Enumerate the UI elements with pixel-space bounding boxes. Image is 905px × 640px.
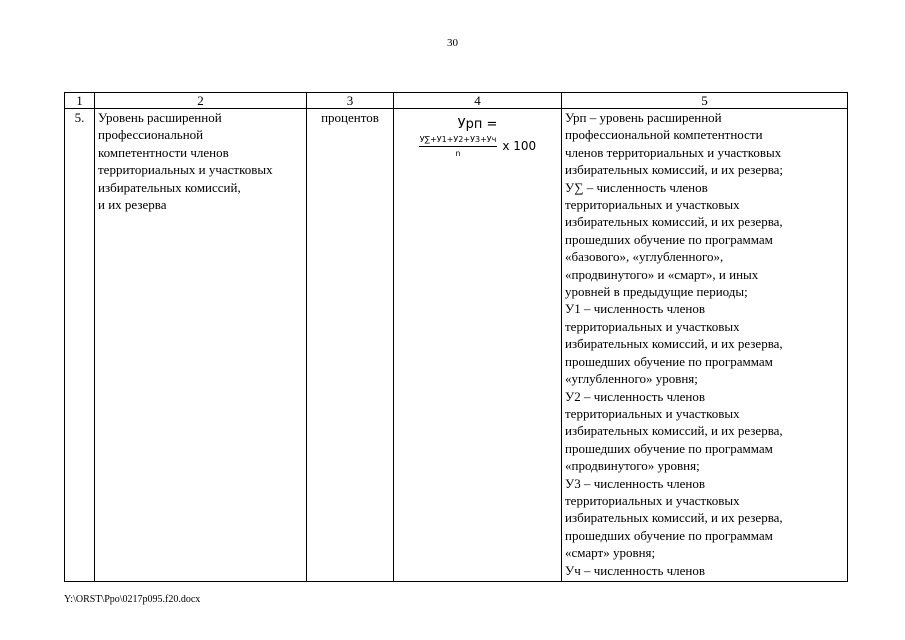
formula-lhs: Урп = <box>457 117 498 132</box>
formula-denominator: n <box>455 149 461 158</box>
column-header-3: 3 <box>307 93 394 109</box>
indicator-name-cell <box>95 109 307 582</box>
description-line: избирательных комиссий, и их резерва, <box>565 423 783 439</box>
description-line: территориальных и участковых <box>565 197 740 213</box>
description-cell <box>562 109 848 582</box>
column-header-2: 2 <box>95 93 307 109</box>
column-header-1: 1 <box>65 93 95 109</box>
indicator-line: компетентности членов <box>98 144 229 160</box>
unit-cell: процентов <box>307 109 394 582</box>
page-number: 30 <box>447 37 458 49</box>
description-line: «смарт» уровня; <box>565 545 656 561</box>
table-header-row <box>65 93 848 109</box>
table-row <box>65 109 848 582</box>
indicator-line: и их резерва <box>98 197 167 213</box>
indicator-line: избирательных комиссий, <box>98 179 241 195</box>
description-line: прошедших обучение по программам <box>565 353 773 369</box>
indicator-line: профессиональной <box>98 127 204 143</box>
description-line: избирательных комиссий, и их резерва, <box>565 336 783 352</box>
indicator-line: территориальных и участковых <box>98 162 273 178</box>
description-line: У1 – численность членов <box>565 301 705 317</box>
file-path-footer: Y:\ORST\Ppo\0217p095.f20.docx <box>64 594 201 605</box>
description-line: Урп – уровень расширенной <box>565 110 722 125</box>
description-line: территориальных и участковых <box>565 492 740 508</box>
description-line: Уч – численность членов <box>565 562 706 578</box>
description-line: прошедших обучение по программам <box>565 527 773 543</box>
description-line: У3 – численность членов <box>565 475 705 491</box>
description-line: прошедших обучение по программам <box>565 231 773 247</box>
description-line: У2 – численность членов <box>565 388 705 404</box>
indicator-table <box>64 92 848 582</box>
description-line: профессиональной компетентности <box>565 127 763 143</box>
description-line: избирательных комиссий, и их резерва, <box>565 510 783 526</box>
description-line: У∑ – численность членов <box>565 179 708 195</box>
formula-cell <box>394 109 562 582</box>
column-header-4: 4 <box>394 93 562 109</box>
formula-numerator: У∑+У1+У2+У3+Уч <box>419 134 498 147</box>
formula <box>397 116 558 159</box>
description-line: «продвинутого» уровня; <box>565 458 700 474</box>
description-line: «углубленного» уровня; <box>565 371 698 387</box>
description-line: членов территориальных и участковых <box>565 144 782 160</box>
description-line: территориальных и участковых <box>565 318 740 334</box>
indicator-line: Уровень расширенной <box>98 110 222 125</box>
description-line: избирательных комиссий, и их резерва, <box>565 214 783 230</box>
description-line: «базового», «углубленного», <box>565 249 724 265</box>
description-line: избирательных комиссий, и их резерва; <box>565 162 784 178</box>
description-line: уровней в предыдущие периоды; <box>565 284 748 300</box>
description-line: «продвинутого» и «смарт», и иных <box>565 266 759 282</box>
formula-fraction <box>419 134 498 159</box>
description-line: прошедших обучение по программам <box>565 440 773 456</box>
row-number: 5. <box>65 109 95 582</box>
column-header-5: 5 <box>562 93 848 109</box>
description-line: территориальных и участковых <box>565 405 740 421</box>
formula-multiplier: x 100 <box>502 138 537 153</box>
